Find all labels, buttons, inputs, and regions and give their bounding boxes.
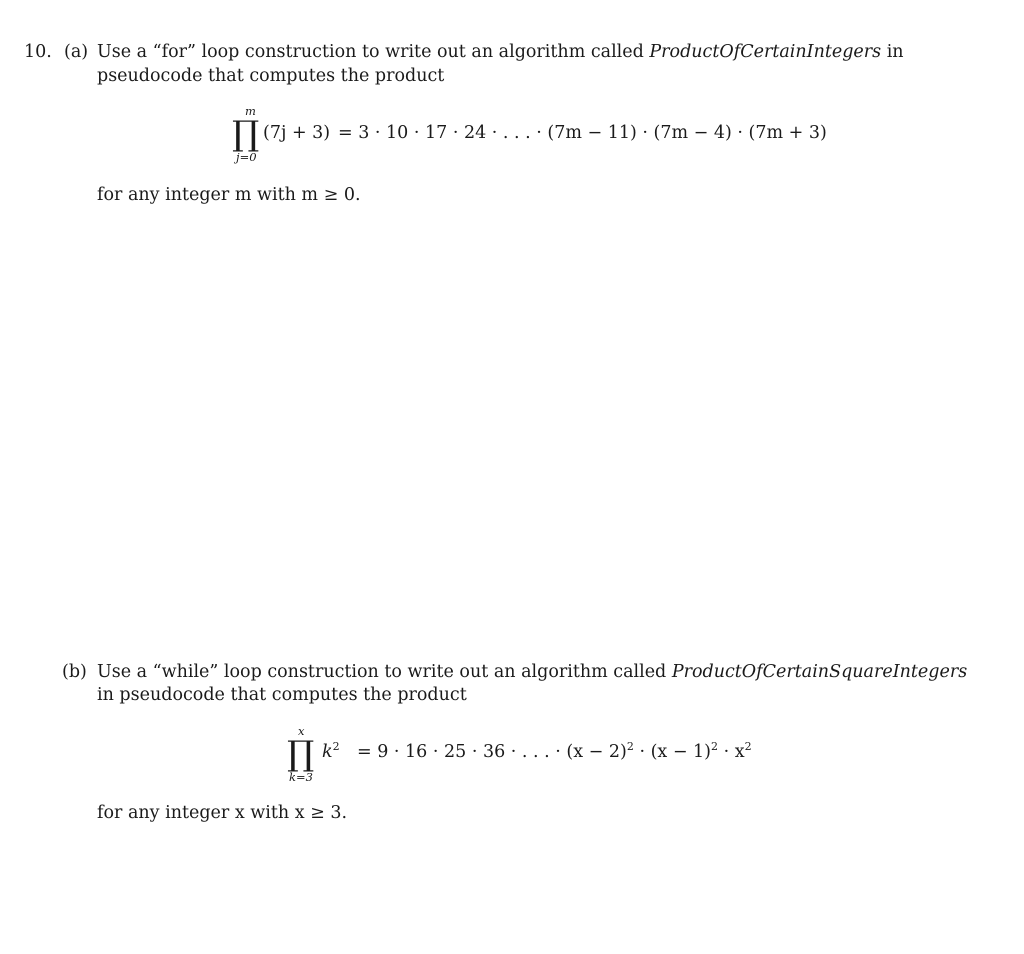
part-b-label: (b): [62, 662, 87, 682]
part-a-label: (a): [64, 42, 89, 62]
part-b-rhs-1: = 9 · 16 · 25 · 36 · . . . · (x − 2): [357, 742, 627, 762]
part-a-term: (7j + 3): [263, 123, 331, 143]
part-b-term: [322, 742, 340, 762]
part-b-rhs-2: · (x − 1): [633, 742, 712, 762]
part-b-rhs-3: · x: [718, 742, 745, 762]
part-b-upper-limit: x: [298, 724, 305, 738]
part-a-line2: pseudocode that computes the product: [97, 66, 445, 86]
part-b-line1-pre: Use a “while” loop construction to write out an algorithm called: [97, 662, 672, 682]
product-symbol-a: ∏: [232, 114, 260, 154]
part-a-upper-limit: m: [245, 104, 256, 118]
part-a-algo-name: ProductOfCertainIntegers: [649, 42, 882, 62]
problem-number: 10.: [24, 42, 52, 62]
part-b-condition: for any integer x with x ≥ 3.: [97, 803, 348, 823]
part-a-line1-post: in: [881, 42, 904, 62]
part-b-rhs-exp2: 2: [711, 740, 719, 753]
part-b-term-exp: 2: [332, 740, 340, 753]
part-b-rhs: [357, 742, 752, 762]
part-a-condition: for any integer m with m ≥ 0.: [97, 185, 361, 205]
part-b-algo-name: ProductOfCertainSquareIntegers: [671, 662, 968, 682]
part-a-rhs: = 3 · 10 · 17 · 24 · . . . · (7m − 11) · (7m − 4) · (7m + 3): [338, 123, 827, 143]
part-a-line1: [97, 42, 904, 62]
part-a-line1-pre: Use a “for” loop construction to write out an algorithm called: [97, 42, 650, 62]
part-b-term-base: k: [322, 742, 333, 762]
part-a-lower-limit: j=0: [236, 150, 257, 164]
part-b-rhs-exp3: 2: [744, 740, 752, 753]
product-symbol-b: ∏: [287, 734, 315, 774]
part-b-line1: [97, 662, 967, 682]
part-b-lower-limit: k=3: [289, 770, 313, 784]
part-b-line2: in pseudocode that computes the product: [97, 685, 467, 705]
part-b-rhs-exp1: 2: [626, 740, 634, 753]
